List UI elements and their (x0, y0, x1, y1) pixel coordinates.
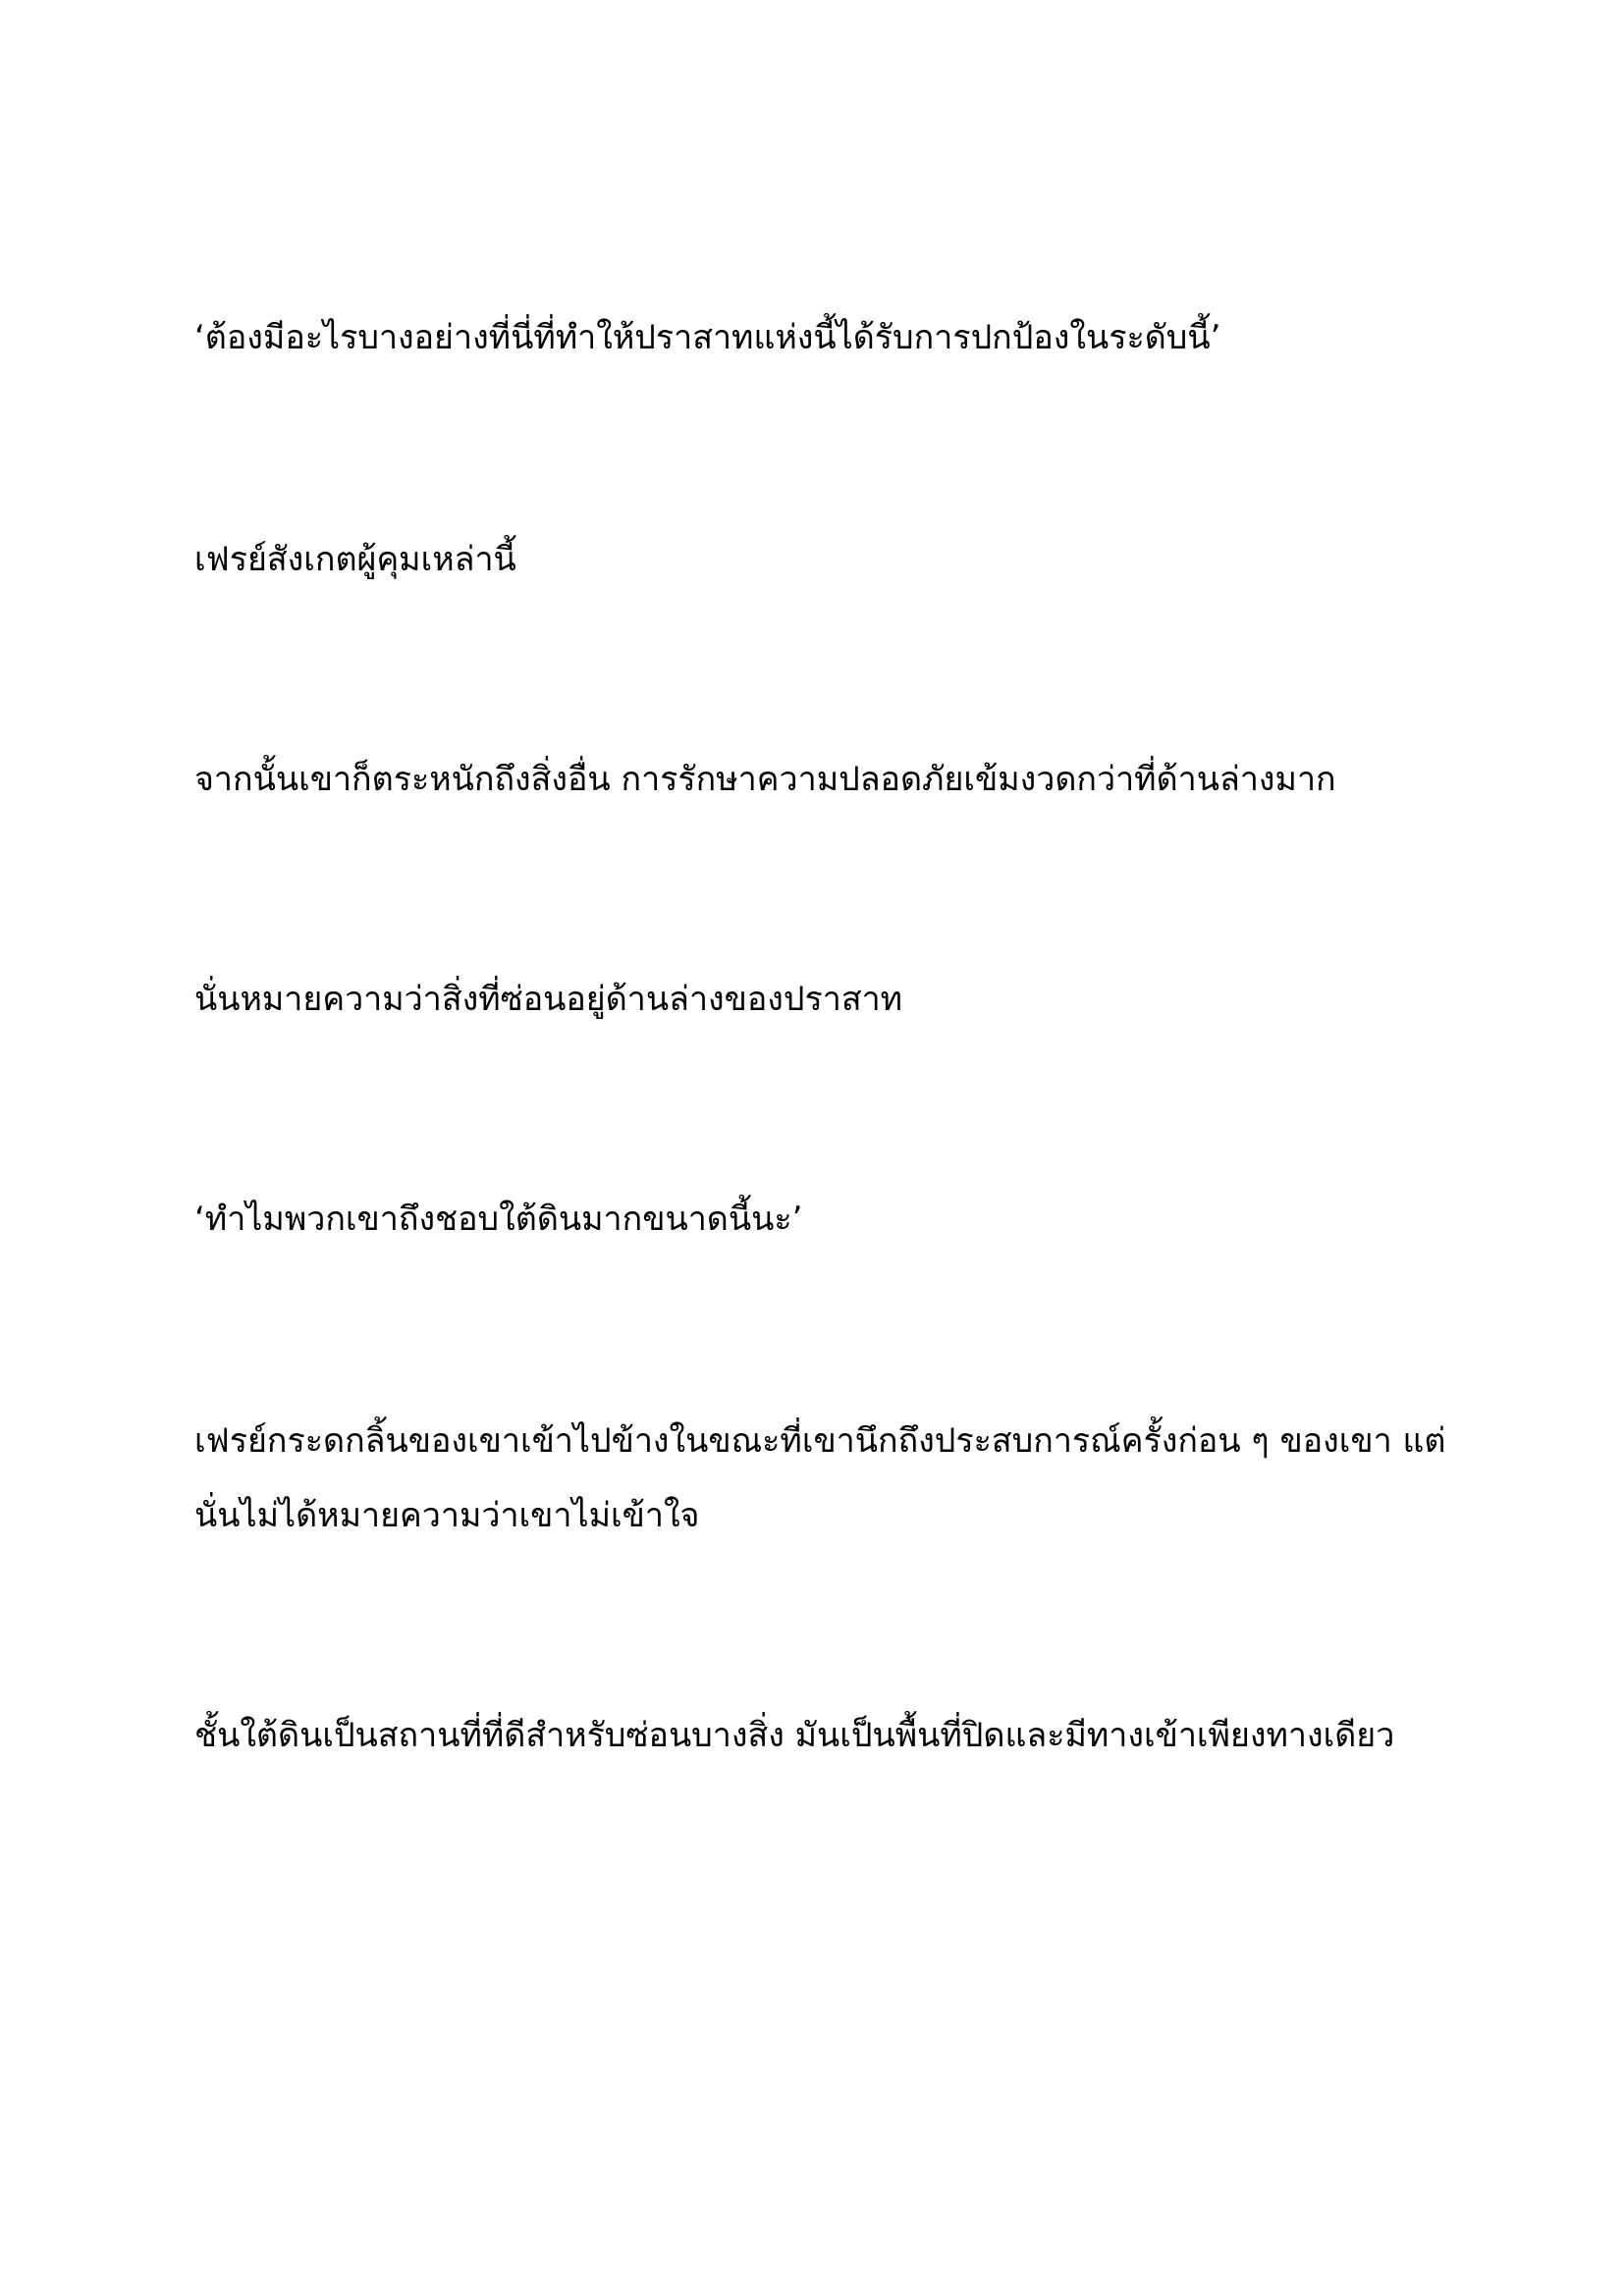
paragraph-3: จากนั้นเขาก็ตระหนักถึงสิ่งอื่น การรักษาความปลอดภัยเข้มงวดกว่าที่ด้านล่างมาก (194, 760, 1336, 799)
paragraph-5: ‘ทำไมพวกเขาถึงชอบใต้ดินมากขนาดนี้นะ’ (194, 1200, 803, 1239)
paragraph-4: นั่นหมายความว่าสิ่งที่ซ่อนอยู่ด้านล่างของปราสาท (194, 980, 903, 1019)
paragraph-1: ‘ต้องมีอะไรบางอย่างที่นี่ที่ทำให้ปราสาทแห่งนี้ได้รับการปกป้องในระดับนี้’ (194, 318, 1221, 357)
paragraph-2: เฟรย์สังเกตผู้คุมเหล่านี้ (194, 540, 516, 579)
paragraph-7: ชั้นใต้ดินเป็นสถานที่ที่ดีสำหรับซ่อนบางสิ่ง มันเป็นพื้นที่ปิดและมีทางเข้าเพียงทางเดียว (194, 1716, 1395, 1755)
paragraph-6: เฟรย์กระดกลิ้นของเขาเข้าไปข้างในขณะที่เขานึกถึงประสบการณ์ครั้งก่อน ๆ ของเขา แต่นั่นไม่ได้หมายความว่าเขาไม่เข้าใจ (194, 1421, 1446, 1535)
